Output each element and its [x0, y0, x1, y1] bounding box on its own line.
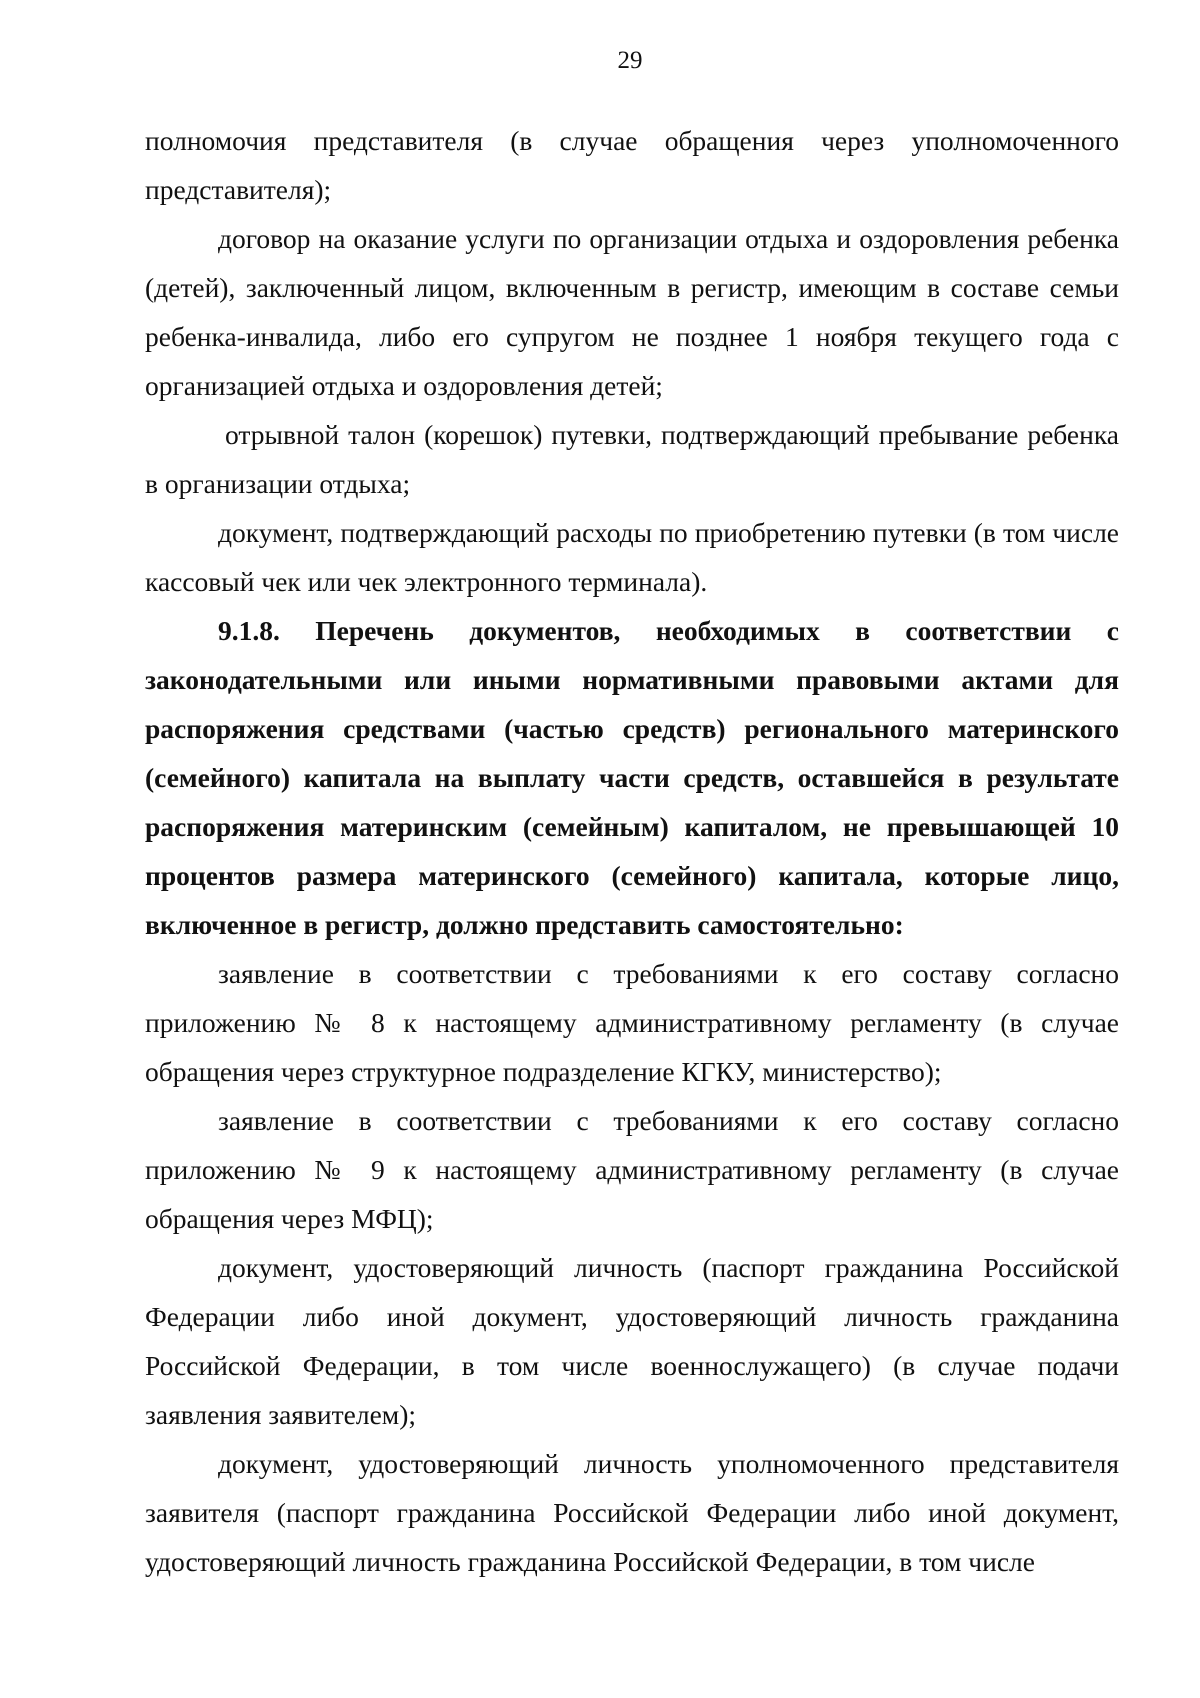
paragraph-representative-identity: документ, удостоверяющий личность уполномоченного представителя заявителя (паспорт гражданина Российской Федерации либо иной документ, удостоверяющий личность гражданина Российской Федерации, в том числе — [145, 1448, 1119, 1577]
document-body — [145, 116, 1119, 1586]
page-number: 29 — [617, 47, 643, 74]
paragraph-identity-document: документ, удостоверяющий личность (паспорт гражданина Российской Федерации либо иной документ, удостоверяющий личность гражданина Российской Федерации, в том числе военнослужащего) (в случае подачи заявления заявителем); — [145, 1252, 1119, 1430]
paragraph-expense-document: документ, подтверждающий расходы по приобретению путевки (в том числе кассовый чек или чек электронного терминала). — [145, 517, 1119, 597]
paragraph-service-contract: договор на оказание услуги по организации отдыха и оздоровления ребенка (детей), заключенный лицом, включенным в регистр, имеющим в составе семьи ребенка-инвалида, либо его супругом не позднее 1 ноября текущего года с организацией отдыха и оздоровления детей; — [145, 223, 1119, 401]
paragraph-application-appendix-8: заявление в соответствии с требованиями к его составу согласно приложению № 8 к настоящему административному регламенту (в случае обращения через структурное подразделение КГКУ, министерство); — [145, 958, 1119, 1087]
section-heading-9-1-8: 9.1.8. Перечень документов, необходимых в соответствии с законодательными или иными нормативными правовыми актами для распоряжения средствами (частью средств) регионального материнского (семейного) капитала на выплату части средств, оставшейся в результате распоряжения материнским (семейным) капиталом, не превышающей 10 процентов размера материнского (семейного) капитала, которые лицо, включенное в регистр, должно представить самостоятельно: — [145, 615, 1119, 940]
paragraph-voucher-stub: отрывной талон (корешок) путевки, подтверждающий пребывание ребенка в организации отдыха; — [145, 419, 1119, 499]
paragraph-application-appendix-9: заявление в соответствии с требованиями к его составу согласно приложению № 9 к настоящему административному регламенту (в случае обращения через МФЦ); — [145, 1105, 1119, 1234]
paragraph-representative-powers: полномочия представителя (в случае обращения через уполномоченного представителя); — [145, 125, 1119, 205]
